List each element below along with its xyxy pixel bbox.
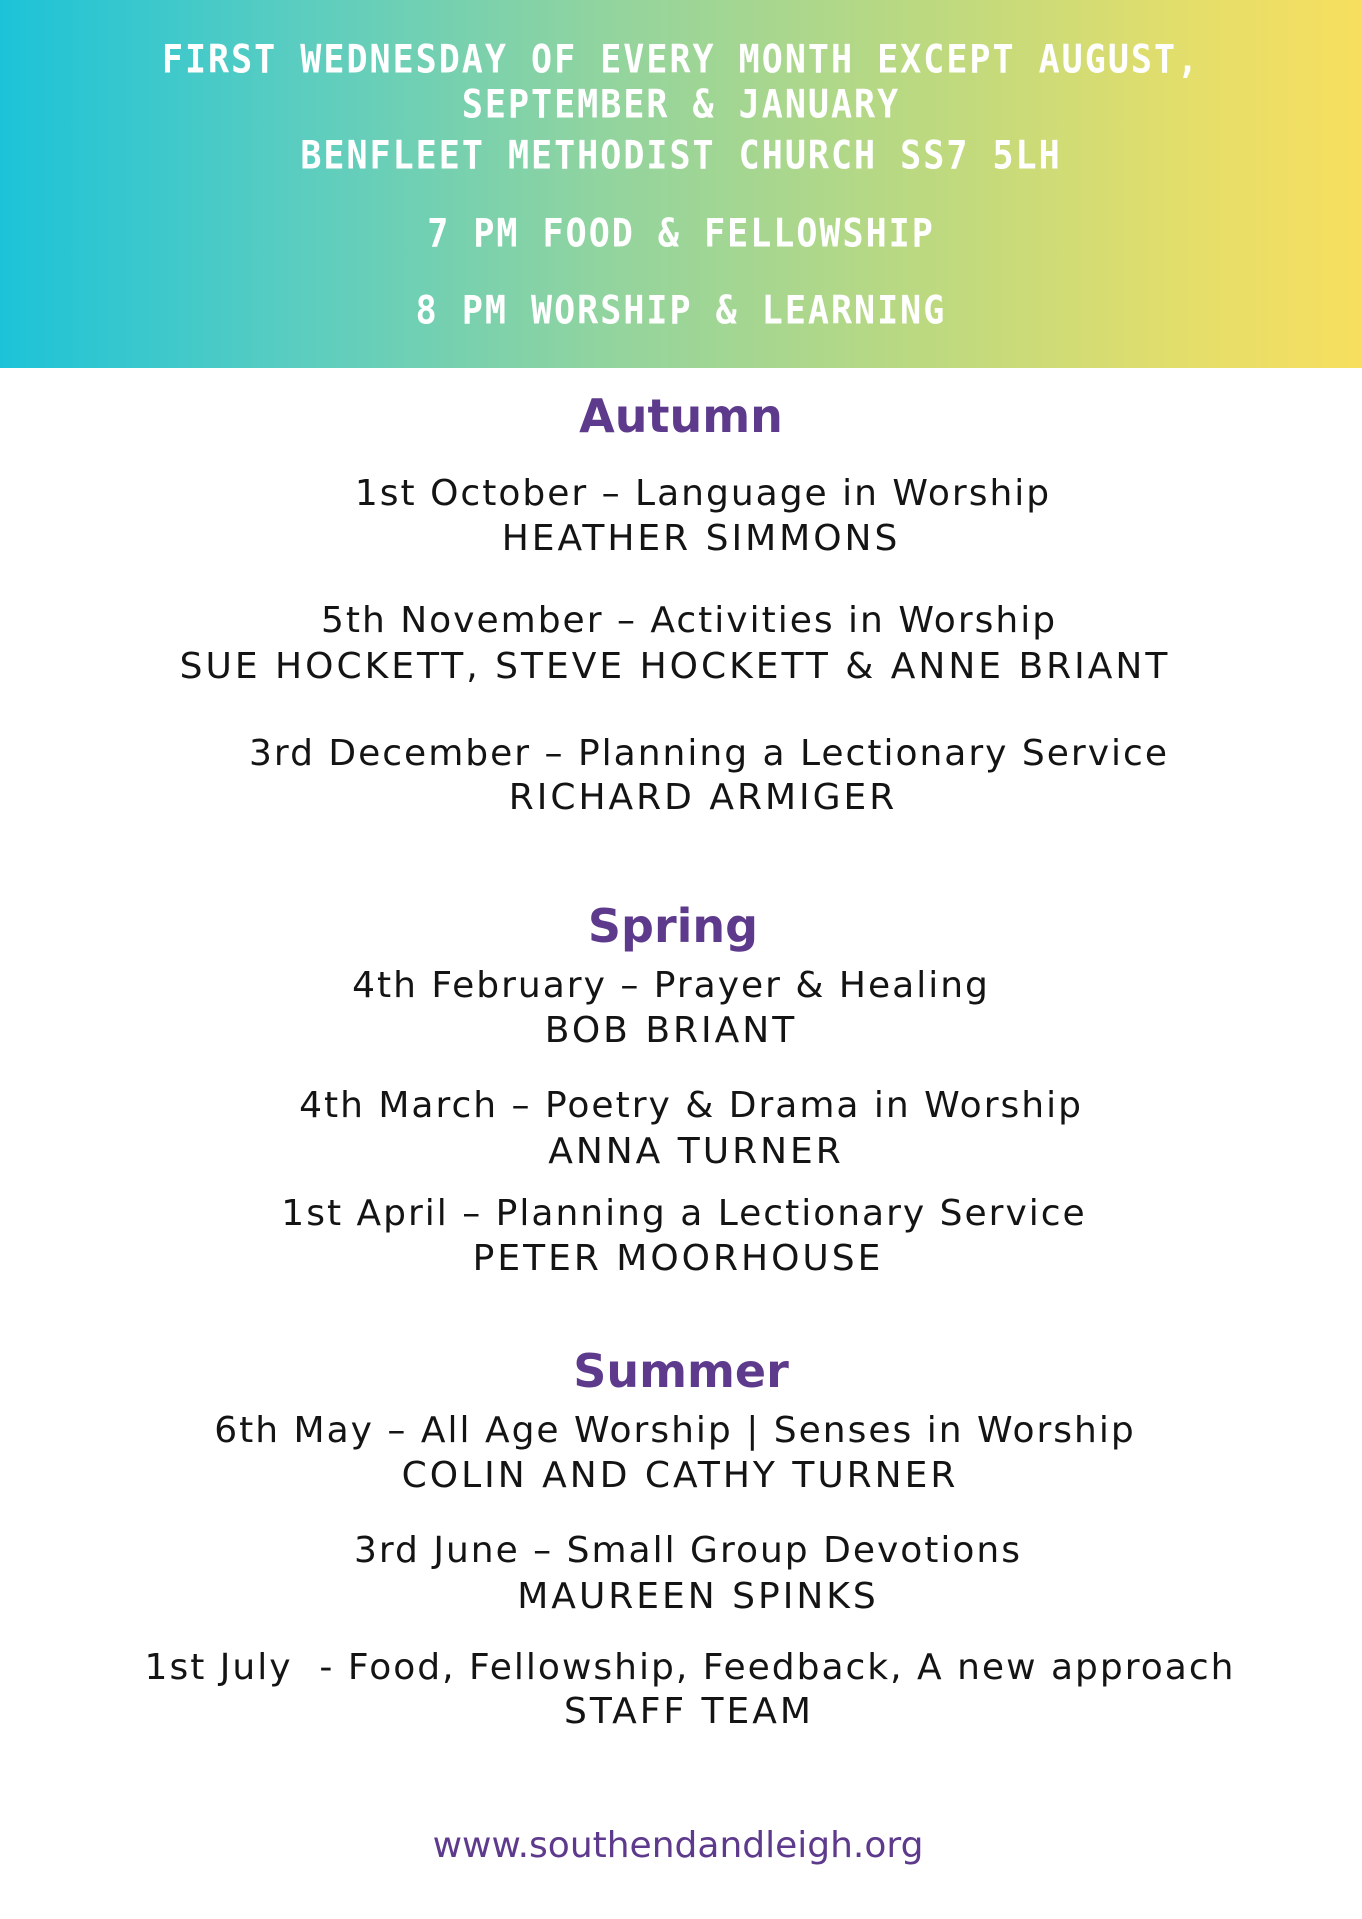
session-title: 3rd December – Planning a Lectionary Service <box>249 733 1169 774</box>
header-banner <box>0 0 1362 368</box>
season-heading-spring: Spring <box>587 899 759 953</box>
session-speaker: SUE HOCKETT, STEVE HOCKETT & ANNE BRIANT <box>179 646 1171 687</box>
season-heading-summer: Summer <box>573 1344 789 1398</box>
venue-line: BENFLEET METHODIST CHURCH SS7 5LH <box>300 133 1062 179</box>
season-heading-autumn: Autumn <box>579 389 783 443</box>
session-title: 1st April – Planning a Lectionary Service <box>281 1193 1087 1234</box>
schedule-line: FIRST WEDNESDAY OF EVERY MONTH EXCEPT AUGUST, <box>161 37 1201 83</box>
session-speaker: RICHARD ARMIGER <box>508 777 898 818</box>
session-title: 1st July - Food, Fellowship, Feedback, A new approach <box>144 1647 1236 1688</box>
session-title: 1st October – Language in Worship <box>354 473 1052 514</box>
food-fellowship-time: 7 PM FOOD & FELLOWSHIP <box>427 211 935 257</box>
session-speaker: ANNA TURNER <box>548 1131 844 1172</box>
session-title: 4th March – Poetry & Drama in Worship <box>299 1085 1083 1126</box>
session-speaker: COLIN AND CATHY TURNER <box>401 1455 959 1496</box>
website-link[interactable]: www.southendandleigh.org <box>432 1825 924 1866</box>
session-speaker: BOB BRIANT <box>544 1010 798 1051</box>
worship-learning-time: 8 PM WORSHIP & LEARNING <box>415 288 947 334</box>
session-title: 6th May – All Age Worship | Senses in Worship <box>214 1410 1136 1451</box>
session-title: 3rd June – Small Group Devotions <box>353 1530 1023 1571</box>
session-speaker: HEATHER SIMMONS <box>501 518 901 559</box>
session-speaker: STAFF TEAM <box>564 1691 814 1732</box>
session-speaker: PETER MOORHOUSE <box>472 1238 884 1279</box>
session-title: 4th February – Prayer & Healing <box>352 965 990 1006</box>
schedule-exceptions-line: SEPTEMBER & JANUARY <box>461 82 901 128</box>
session-title: 5th November – Activities in Worship <box>320 600 1058 641</box>
session-speaker: MAUREEN SPINKS <box>517 1576 879 1617</box>
